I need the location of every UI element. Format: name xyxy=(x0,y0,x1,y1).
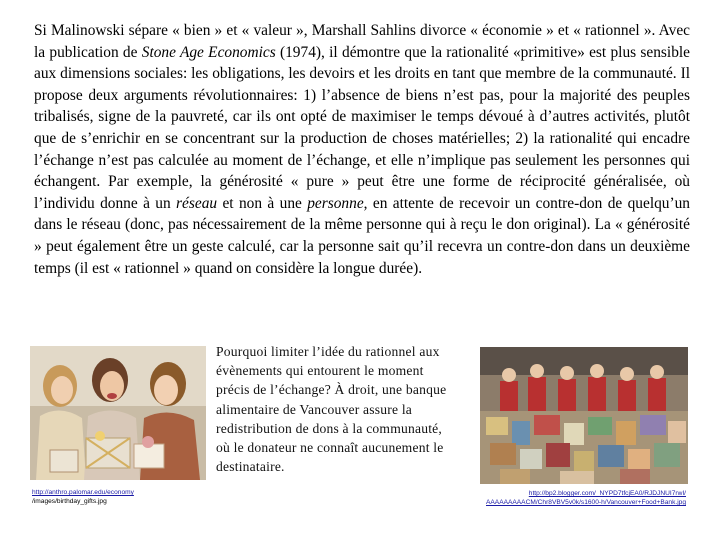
text-part-1: Si Malinowski sépare « bien » et « valeur », Marshall Sahlins divorce « économie » et « rationnel ». Avec la publication de xyxy=(34,22,690,61)
right-image-url-link-line1[interactable]: http://bp2.blogger.com/_NYPD7tfcjEA0/RJDJNUI7rwI/ xyxy=(528,490,686,497)
text-part-3: et non à une xyxy=(217,194,308,212)
right-image-source xyxy=(420,489,686,507)
right-image-url-link-line2[interactable]: AAAAAAAAACM/Chr8VBV5v0k/s1600-h/Vancouver+Food+Bank.jpg xyxy=(486,499,686,506)
food-bank-photo xyxy=(480,347,688,484)
emphasis-reseau: réseau xyxy=(176,194,218,212)
text-part-2: (1974), il démontre que la rationalité «primitive» est plus sensible aux dimensions sociales: les obligations, les devoirs et les droits en tant que membre de la communauté. Il propose deux arguments révolutionnaires: 1) l’absence de biens n’est pas, pour la majorité des peuples tribalisés, signe de la pauvreté, car ils ont opté de maximiser le temps dévoué à d’autres activités, plutôt que de s’enrichir en se concentrant sur la production de choses matérielles; 2) la rationalité qui encadre l’échange n’est pas calculée au moment de l’échange, et elle n’implique pas seulement les personnes qui échangent. Par exemple, la générosité « pure » peut être une forme de réciprocité généralisée, où l’individu donne à un xyxy=(34,43,690,212)
text-part-4: , en attente de recevoir un contre-don de quelqu’un dans le réseau (donc, pas nécessairement de la même personne qui à reçu le don original). La « générosité » peut également être un geste calculé, car la personne sait qu’il recevra un contre-don dans un deuxième temps (il est « rationnel » quand on considère la longue durée). xyxy=(34,194,690,277)
book-title: Stone Age Economics xyxy=(141,43,276,61)
left-image-source xyxy=(32,488,212,506)
image-caption: Pourquoi limiter l’idée du rationnel aux évènements qui entourent le moment précis de l’échange? À droit, une banque alimentaire de Vancouver assure la redistribution de dons à la communauté, où le donateur ne connaît aucunement le destinataire. xyxy=(216,344,447,475)
left-image-url-link[interactable]: http://anthro.palomar.edu/economy xyxy=(32,489,134,496)
left-image-url-path: /images/birthday_gifts.jpg xyxy=(32,498,107,505)
emphasis-personne: personne xyxy=(307,194,364,212)
birthday-gifts-photo xyxy=(30,346,206,480)
main-paragraph xyxy=(34,20,690,279)
